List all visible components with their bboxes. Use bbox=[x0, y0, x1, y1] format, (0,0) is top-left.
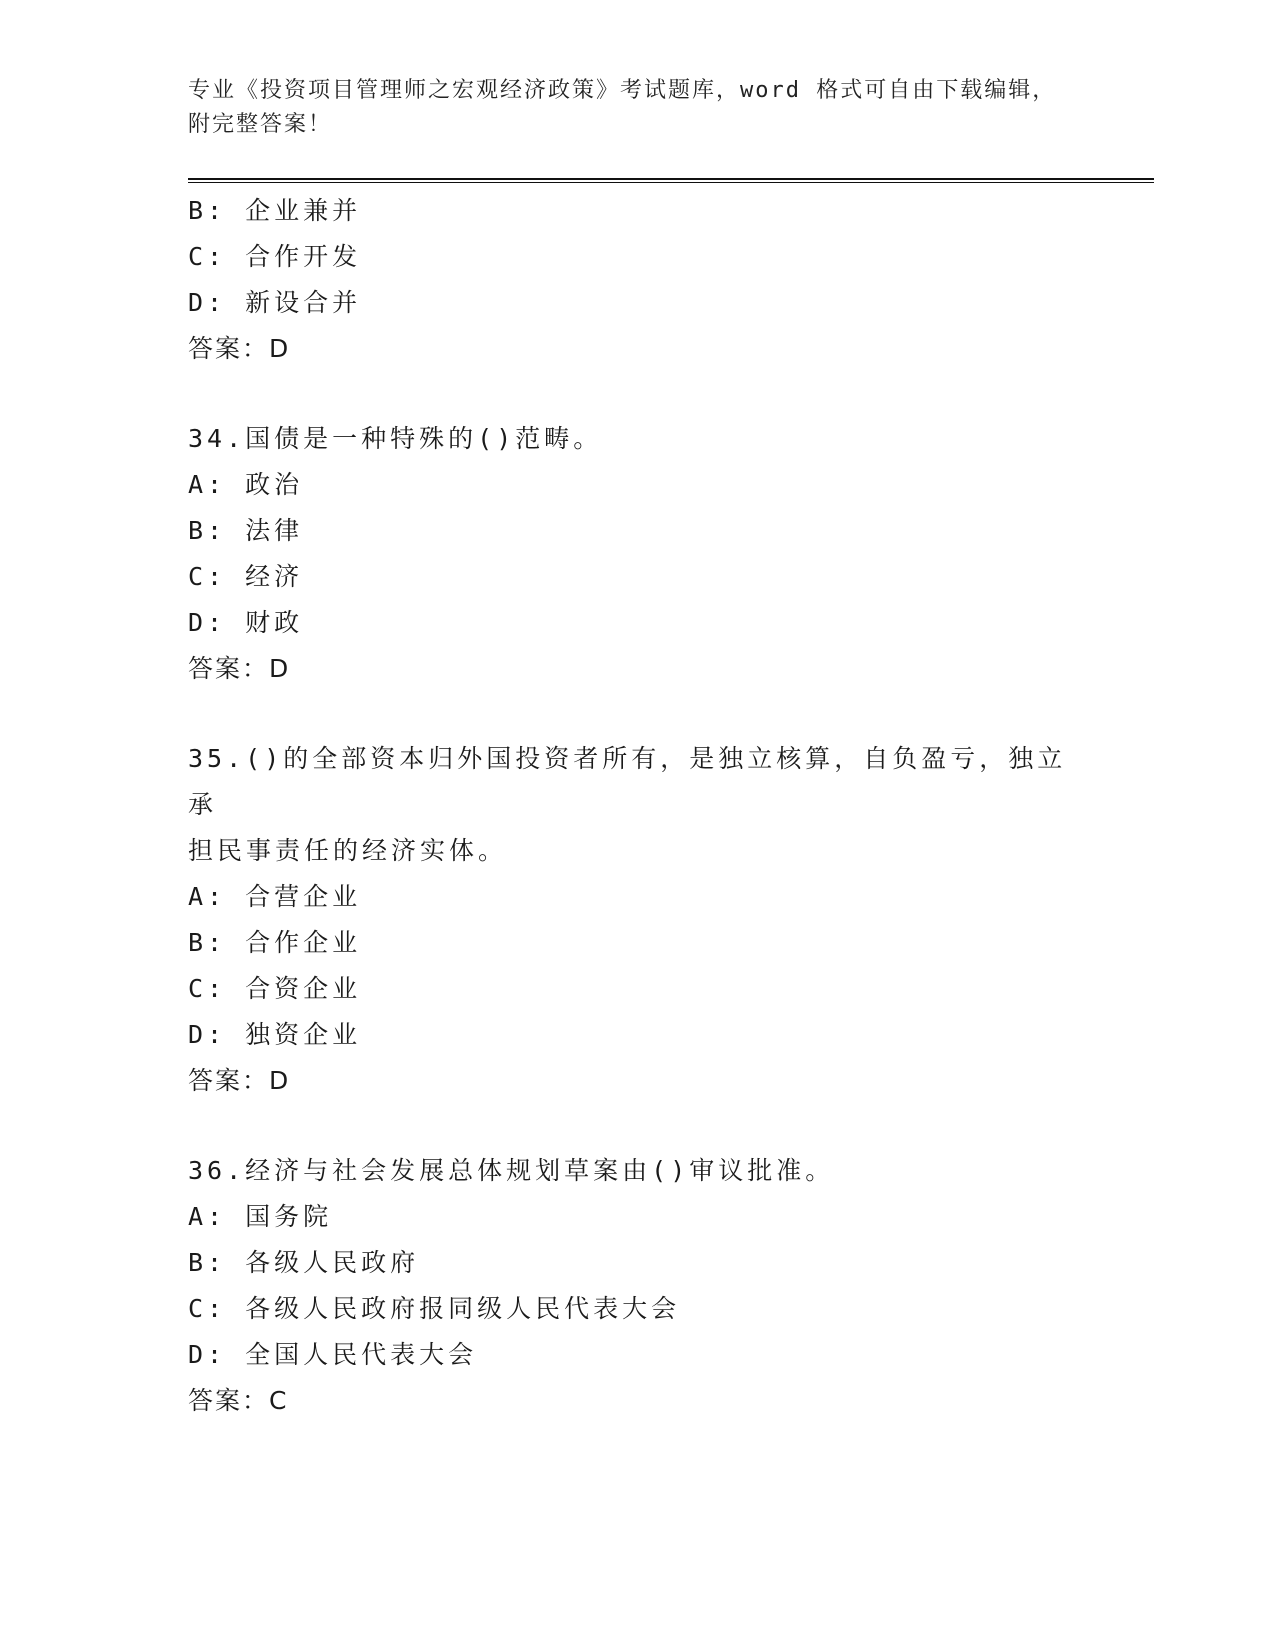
header-divider-thin bbox=[188, 182, 1154, 183]
question-text-line-1: 35.()的全部资本归外国投资者所有，是独立核算，自负盈亏，独立承 bbox=[188, 744, 1067, 819]
option-d: D: 财政 bbox=[188, 608, 304, 637]
answer-line: 答案：C bbox=[188, 1386, 289, 1415]
header-line-1: 专业《投资项目管理师之宏观经济政策》考试题库，word 格式可自由下载编辑， bbox=[188, 78, 1057, 103]
option-b: B: 企业兼并 bbox=[188, 196, 362, 225]
option-c: C: 合作开发 bbox=[188, 242, 362, 271]
question-text: 36.经济与社会发展总体规划草案由()审议批准。 bbox=[188, 1156, 835, 1185]
option-b: B: 法律 bbox=[188, 516, 304, 545]
question-text: 34.国债是一种特殊的()范畴。 bbox=[188, 424, 603, 453]
option-b: B: 各级人民政府 bbox=[188, 1248, 420, 1277]
option-a: A: 国务院 bbox=[188, 1202, 333, 1231]
question-text-line-2: 担民事责任的经济实体。 bbox=[188, 836, 508, 865]
option-c: C: 合资企业 bbox=[188, 974, 362, 1003]
answer-line: 答案：D bbox=[188, 334, 291, 363]
option-d: D: 全国人民代表大会 bbox=[188, 1340, 478, 1369]
header-divider-thick bbox=[188, 178, 1154, 180]
answer-line: 答案：D bbox=[188, 1066, 291, 1095]
question-36 bbox=[188, 1148, 1088, 1424]
document-header bbox=[188, 74, 1088, 142]
option-b: B: 合作企业 bbox=[188, 928, 362, 957]
continued-question bbox=[188, 188, 1088, 372]
option-d: D: 独资企业 bbox=[188, 1020, 362, 1049]
option-a: A: 政治 bbox=[188, 470, 304, 499]
answer-line: 答案：D bbox=[188, 654, 291, 683]
option-d: D: 新设合并 bbox=[188, 288, 362, 317]
question-list bbox=[188, 188, 1088, 1424]
question-35 bbox=[188, 736, 1088, 1104]
question-34 bbox=[188, 416, 1088, 692]
header-line-2: 附完整答案！ bbox=[188, 112, 333, 137]
option-a: A: 合营企业 bbox=[188, 882, 362, 911]
option-c: C: 各级人民政府报同级人民代表大会 bbox=[188, 1294, 681, 1323]
option-c: C: 经济 bbox=[188, 562, 304, 591]
